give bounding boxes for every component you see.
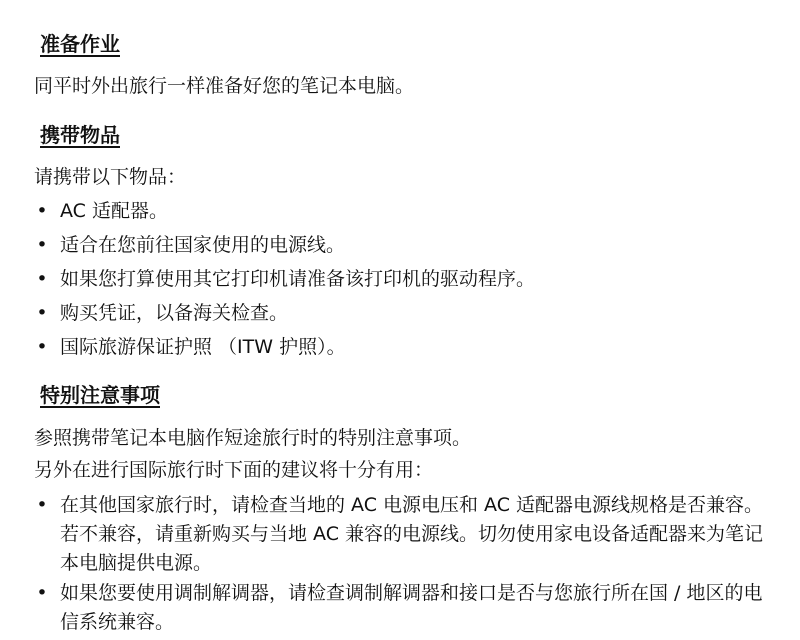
paragraph-special-notes-1: 参照携带笔记本电脑作短途旅行时的特别注意事项。: [34, 427, 472, 449]
bullet-icon: •: [36, 494, 48, 516]
section-heading-special-notes: 特别注意事项: [40, 383, 160, 407]
list-item: [34, 231, 774, 259]
bullet-icon: •: [36, 336, 48, 358]
bullet-icon: •: [36, 582, 48, 604]
list-item-text: 国际旅游保证护照 （ITW 护照）。: [60, 336, 346, 358]
paragraph-preparation: 同平时外出旅行一样准备好您的笔记本电脑。: [34, 75, 415, 97]
bullet-icon: •: [36, 234, 48, 256]
list-item: [34, 491, 774, 578]
paragraph-items-intro: 请携带以下物品：: [34, 166, 187, 188]
paragraph-special-notes-2: 另外在进行国际旅行时下面的建议将十分有用：: [34, 459, 434, 481]
list-item: [34, 579, 774, 637]
list-item: [34, 299, 774, 327]
list-item-text: 适合在您前往国家使用的电源线。: [60, 234, 346, 256]
list-item-text: 购买凭证，以备海关检查。: [60, 302, 289, 324]
section-heading-items: 携带物品: [40, 123, 120, 147]
list-item-text: 如果您打算使用其它打印机请准备该打印机的驱动程序。: [60, 268, 536, 290]
section-heading-preparation: 准备作业: [40, 32, 120, 56]
list-item-text: AC 适配器。: [60, 200, 168, 222]
list-item: [34, 265, 774, 293]
bullet-icon: •: [36, 268, 48, 290]
list-item: [34, 197, 774, 225]
list-item: [34, 333, 774, 361]
bullet-icon: •: [36, 302, 48, 324]
bullet-icon: •: [36, 200, 48, 222]
list-item-text: 如果您要使用调制解调器，请检查调制解调器和接口是否与您旅行所在国 / 地区的电信系统兼容。: [60, 582, 763, 633]
list-item-text: 在其他国家旅行时，请检查当地的 AC 电源电压和 AC 适配器电源线规格是否兼容。若不兼容，请重新购买与当地 AC 兼容的电源线。切勿使用家电设备适配器来为笔记本电脑提供电源。: [60, 494, 764, 574]
